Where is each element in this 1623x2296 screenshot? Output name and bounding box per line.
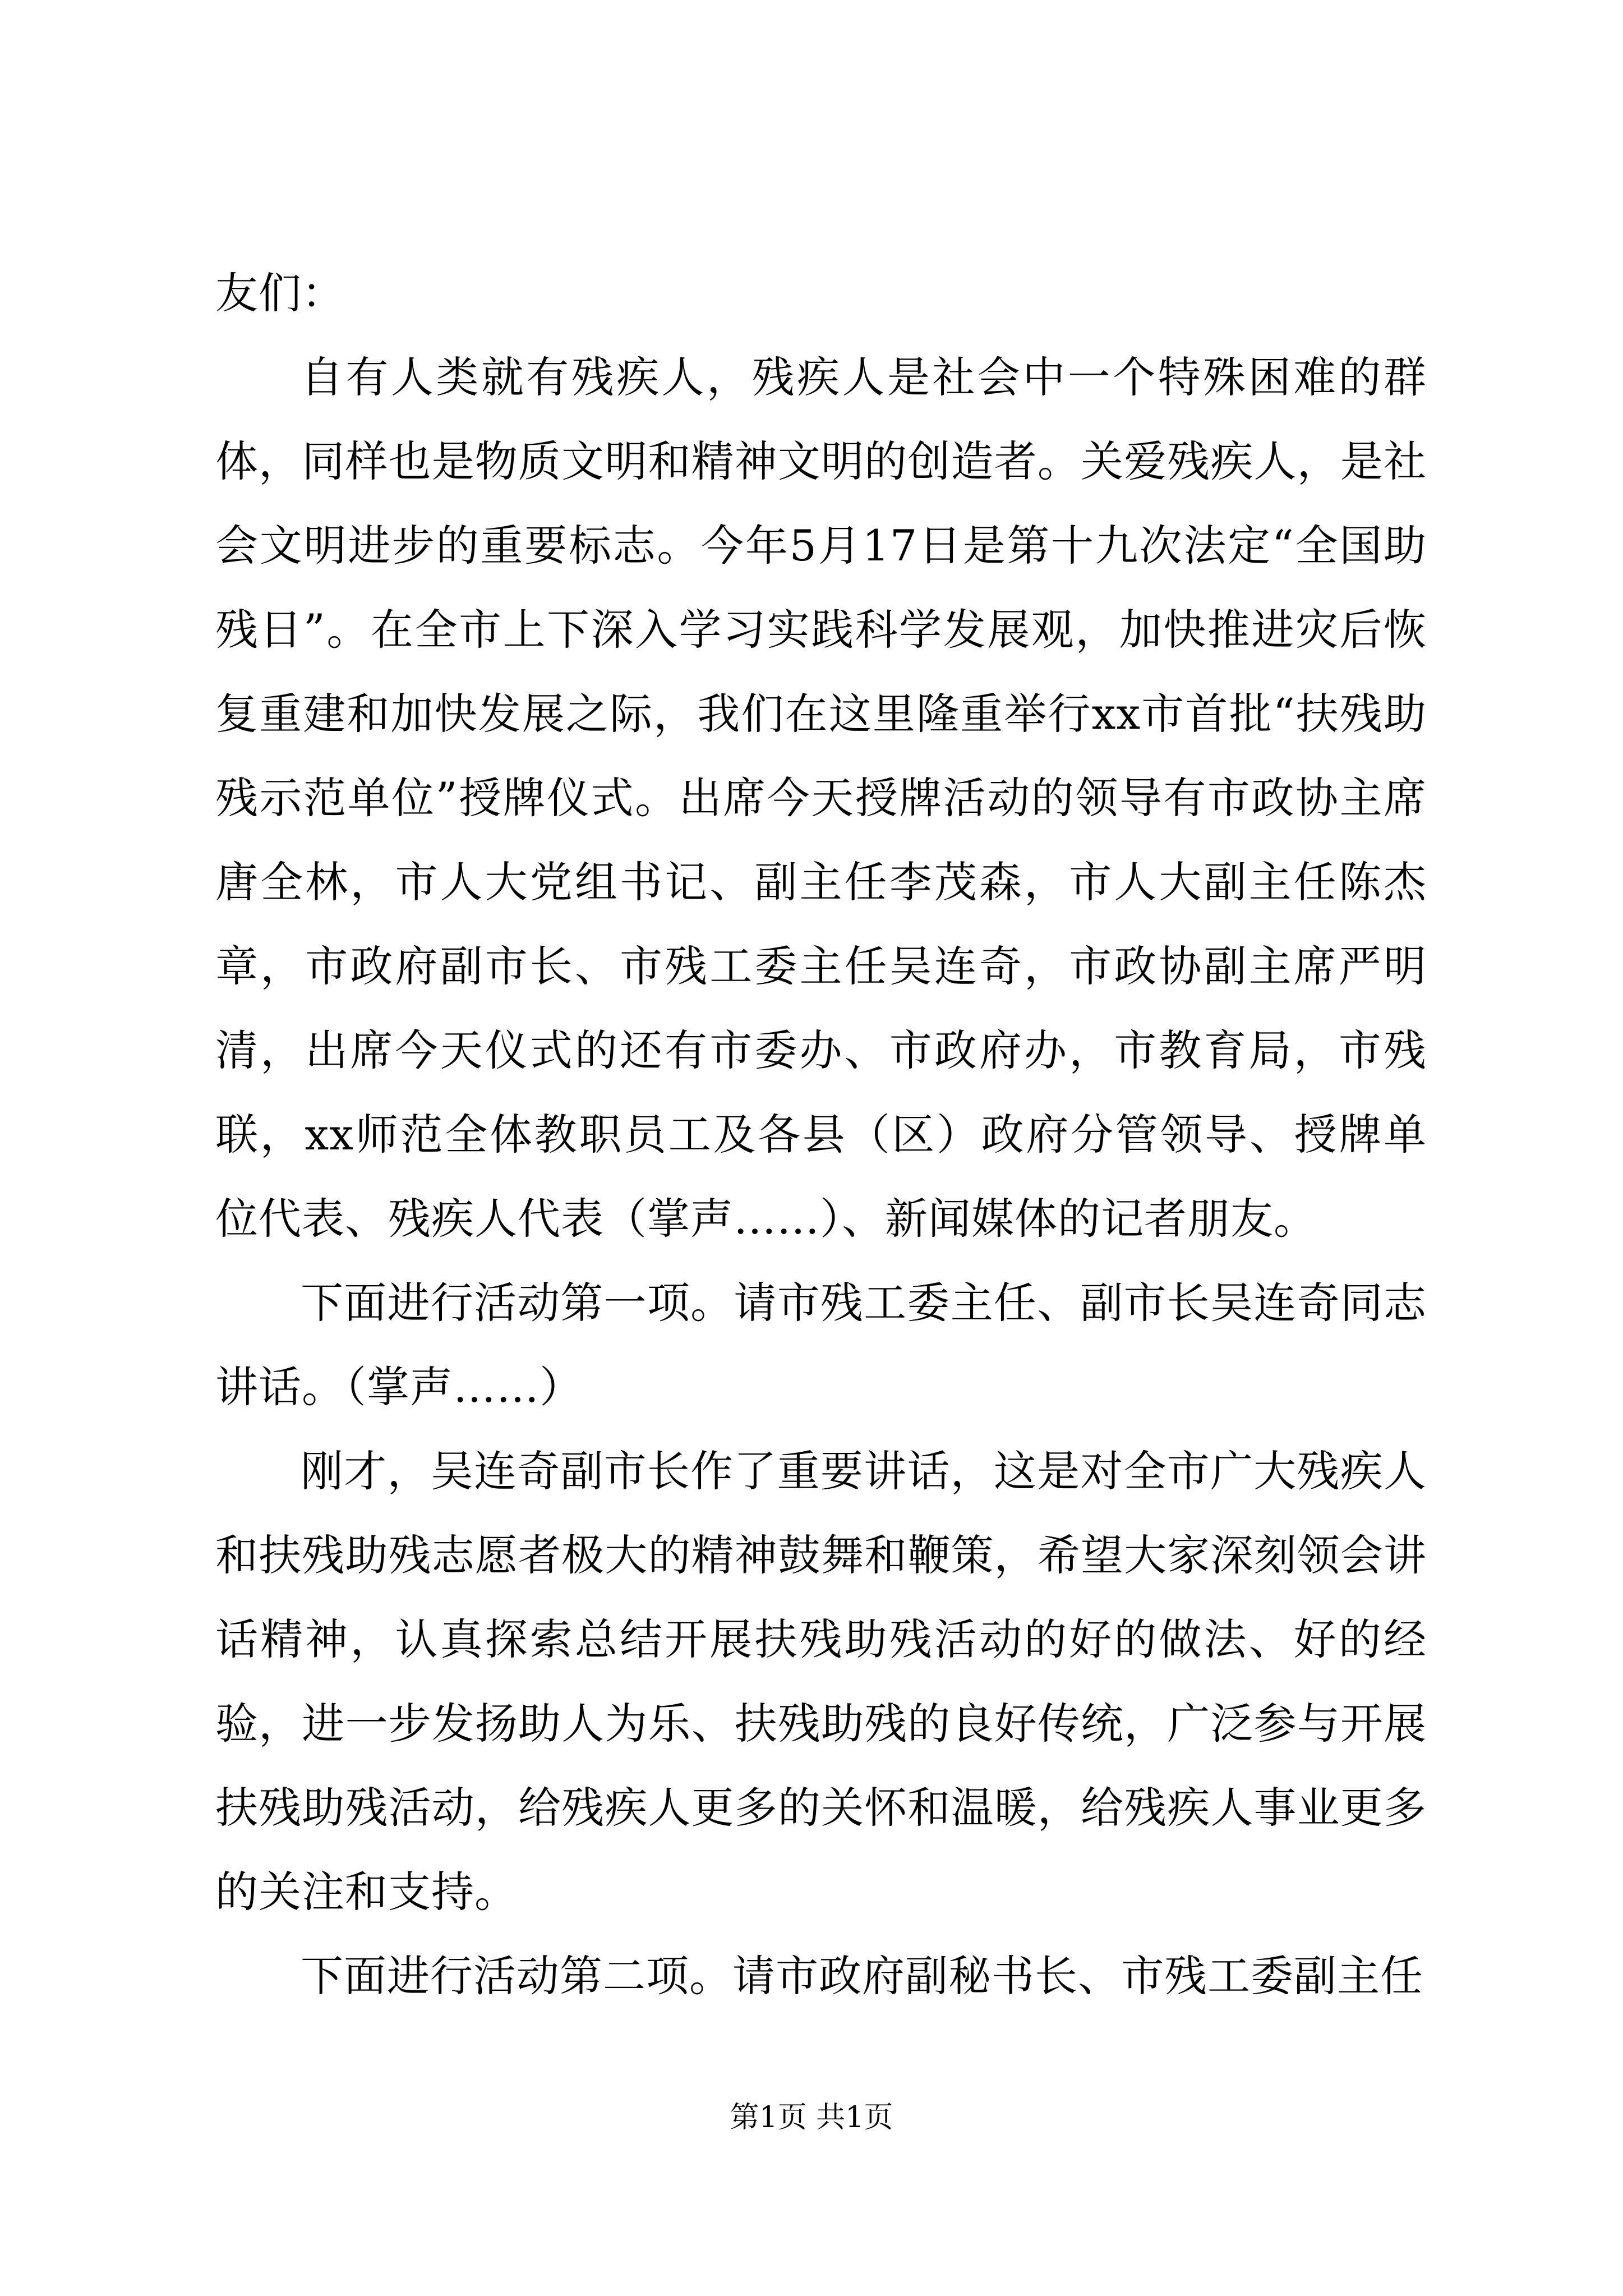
document-body	[215, 251, 1427, 2018]
paragraph-item-one: 下面进行活动第一项。请市残工委主任、副市长吴连奇同志讲话。（掌声……）	[215, 1278, 1427, 1412]
page-number-footer: 第1页 共1页	[730, 2101, 893, 2134]
paragraph-greeting: 友们：	[215, 268, 345, 318]
paragraph-remarks: 刚才，吴连奇副市长作了重要讲话，这是对全市广大残疾人和扶残助残志愿者极大的精神鼓舞和鞭策，希望大家深刻领会讲话精神，认真探索总结开展扶残助残活动的好的做法、好的经验，进一步发扬助人为乐、扶残助残的良好传统，广泛参与开展扶残助残活动，给残疾人更多的关怀和温暖，给残疾人事业更多的关注和支持。	[215, 1446, 1427, 1917]
paragraph-intro: 自有人类就有残疾人，残疾人是社会中一个特殊困难的群体，同样也是物质文明和精神文明的创造者。关爱残疾人，是社会文明进步的重要标志。今年5月17日是第十九次法定“全国助残日”。在全市上下深入学习实践科学发展观，加快推进灾后恢复重建和加快发展之际，我们在这里隆重举行xx市首批“扶残助残示范单位”授牌仪式。出席今天授牌活动的领导有市政协主席唐全林，市人大党组书记、副主任李茂森，市人大副主任陈杰章，市政府副市长、市残工委主任吴连奇，市政协副主席严明清，出席今天仪式的还有市委办、市政府办，市教育局，市残联，xx师范全体教职员工及各县（区）政府分管领导、授牌单位代表、残疾人代表（掌声……）、新闻媒体的记者朋友。	[215, 352, 1427, 1244]
paragraph-item-two: 下面进行活动第二项。请市政府副秘书长、市残工委副主任	[301, 1951, 1423, 2001]
